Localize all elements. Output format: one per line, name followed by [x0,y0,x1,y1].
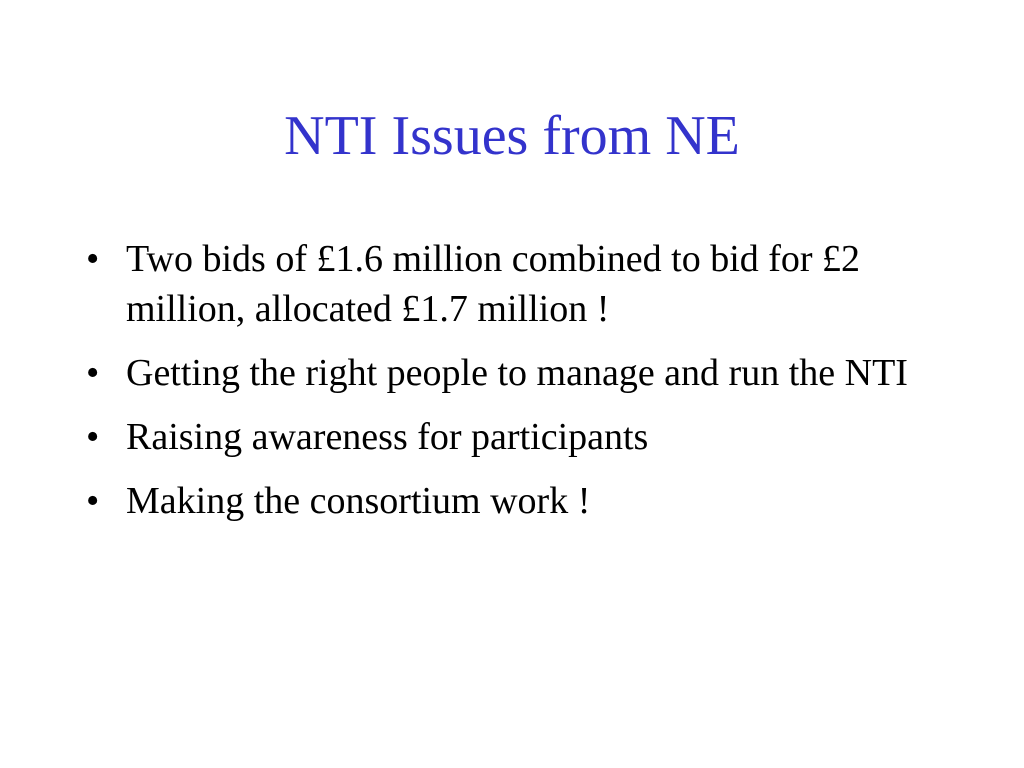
bullet-item [86,412,926,462]
bullet-text: Making the consortium work ! [126,480,591,522]
slide-title: NTI Issues from NE [284,105,740,167]
bullet-dot-icon: • [86,352,100,394]
bullet-text: Getting the right people to manage and run the NTI [126,352,908,394]
bullet-dot-icon: • [86,480,100,522]
bullet-item [86,476,926,526]
bullet-item [86,348,926,398]
bullet-dot-icon: • [86,238,100,280]
bullet-dot-icon: • [86,416,100,458]
bullet-item [86,234,926,334]
bullet-text: Raising awareness for participants [126,416,649,458]
bullet-text: Two bids of £1.6 million combined to bid for £2 million, allocated £1.7 million ! [126,238,861,330]
bullet-list [86,234,926,540]
